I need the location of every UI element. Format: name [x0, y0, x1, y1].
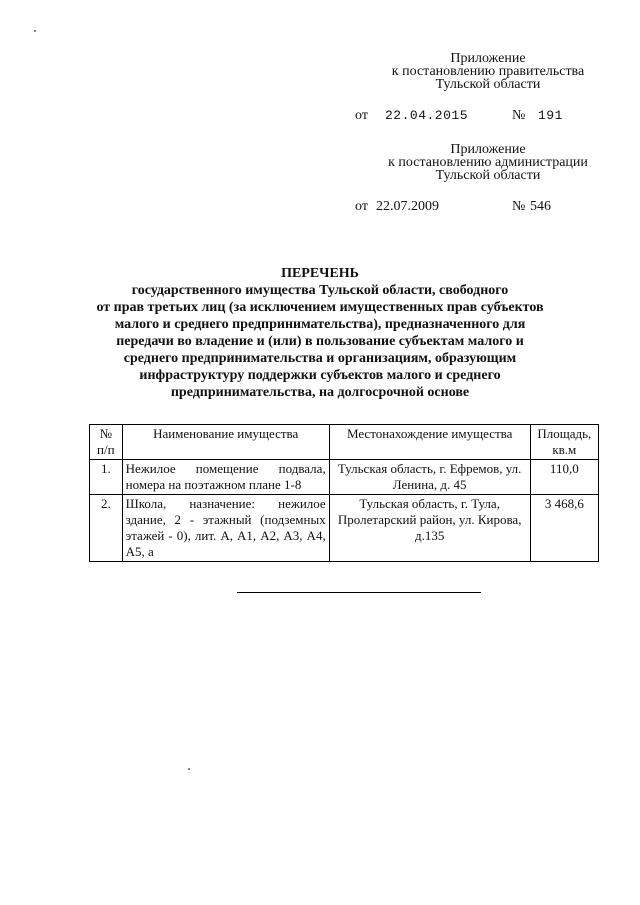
appendix-1-line3: Тульской области [435, 77, 541, 92]
cell-num: 2. [90, 495, 123, 562]
header-area: Площадь, кв.м [530, 425, 598, 460]
appendix-2-line2: к постановлению администрации [388, 155, 588, 170]
title-heading: ПЕРЕЧЕНЬ [281, 266, 359, 281]
title-line: инфраструктуру поддержки субъектов малого и среднего [139, 368, 501, 383]
cell-area: 3 468,6 [530, 495, 598, 562]
appendix-1-number-prefix: № [512, 108, 526, 123]
title-line: среднего предпринимательства и организациям, образующим [123, 351, 517, 366]
header-num: № п/п [90, 425, 123, 460]
appendix-1-date: 22.04.2015 [385, 108, 469, 123]
table-row [90, 460, 599, 495]
cell-name: Нежилое помещение подвала, номера на поэтажном плане 1-8 [122, 460, 329, 495]
title-line: от прав третьих лиц (за исключением имущественных прав субъектов [96, 300, 544, 315]
property-table [89, 424, 599, 562]
appendix-2-header [363, 143, 613, 182]
title-line: передачи во владение и (или) в пользование субъектам малого и [116, 334, 524, 349]
appendix-2-number: 546 [530, 199, 551, 214]
cell-location: Тульская область, г. Тула, Пролетарский район, ул. Кирова, д.135 [329, 495, 530, 562]
appendix-1-line2: к постановлению правительства [391, 64, 585, 79]
document-title [0, 265, 640, 401]
appendix-2-date: 22.07.2009 [376, 199, 439, 214]
scan-speck [188, 768, 190, 770]
title-line: малого и среднего предпринимательства), предназначенного для [114, 317, 526, 332]
cell-area: 110,0 [530, 460, 598, 495]
appendix-2-date-prefix: от [355, 199, 368, 214]
header-name: Наименование имущества [122, 425, 329, 460]
appendix-2-number-prefix: № [512, 199, 526, 214]
appendix-1-number: 191 [538, 108, 563, 123]
table-row [90, 495, 599, 562]
appendix-2-line1: Приложение [450, 142, 526, 157]
appendix-1-date-prefix: от [355, 108, 368, 123]
header-location: Местонахождение имущества [329, 425, 530, 460]
cell-location: Тульская область, г. Ефремов, ул. Ленина, д. 45 [329, 460, 530, 495]
title-line: государственного имущества Тульской области, свободного [131, 283, 509, 298]
scan-speck [34, 30, 36, 32]
table-header-row [90, 425, 599, 460]
cell-num: 1. [90, 460, 123, 495]
appendix-2-line3: Тульской области [435, 168, 541, 183]
cell-name: Школа, назначение: нежилое здание, 2 - этажный (подземных этажей - 0), лит. А, А1, А2, А3, А4, А5, а [122, 495, 329, 562]
title-line: предпринимательства, на долгосрочной основе [170, 385, 470, 400]
closing-rule [237, 592, 481, 593]
appendix-1-header [363, 52, 613, 91]
appendix-1-line1: Приложение [450, 51, 526, 66]
